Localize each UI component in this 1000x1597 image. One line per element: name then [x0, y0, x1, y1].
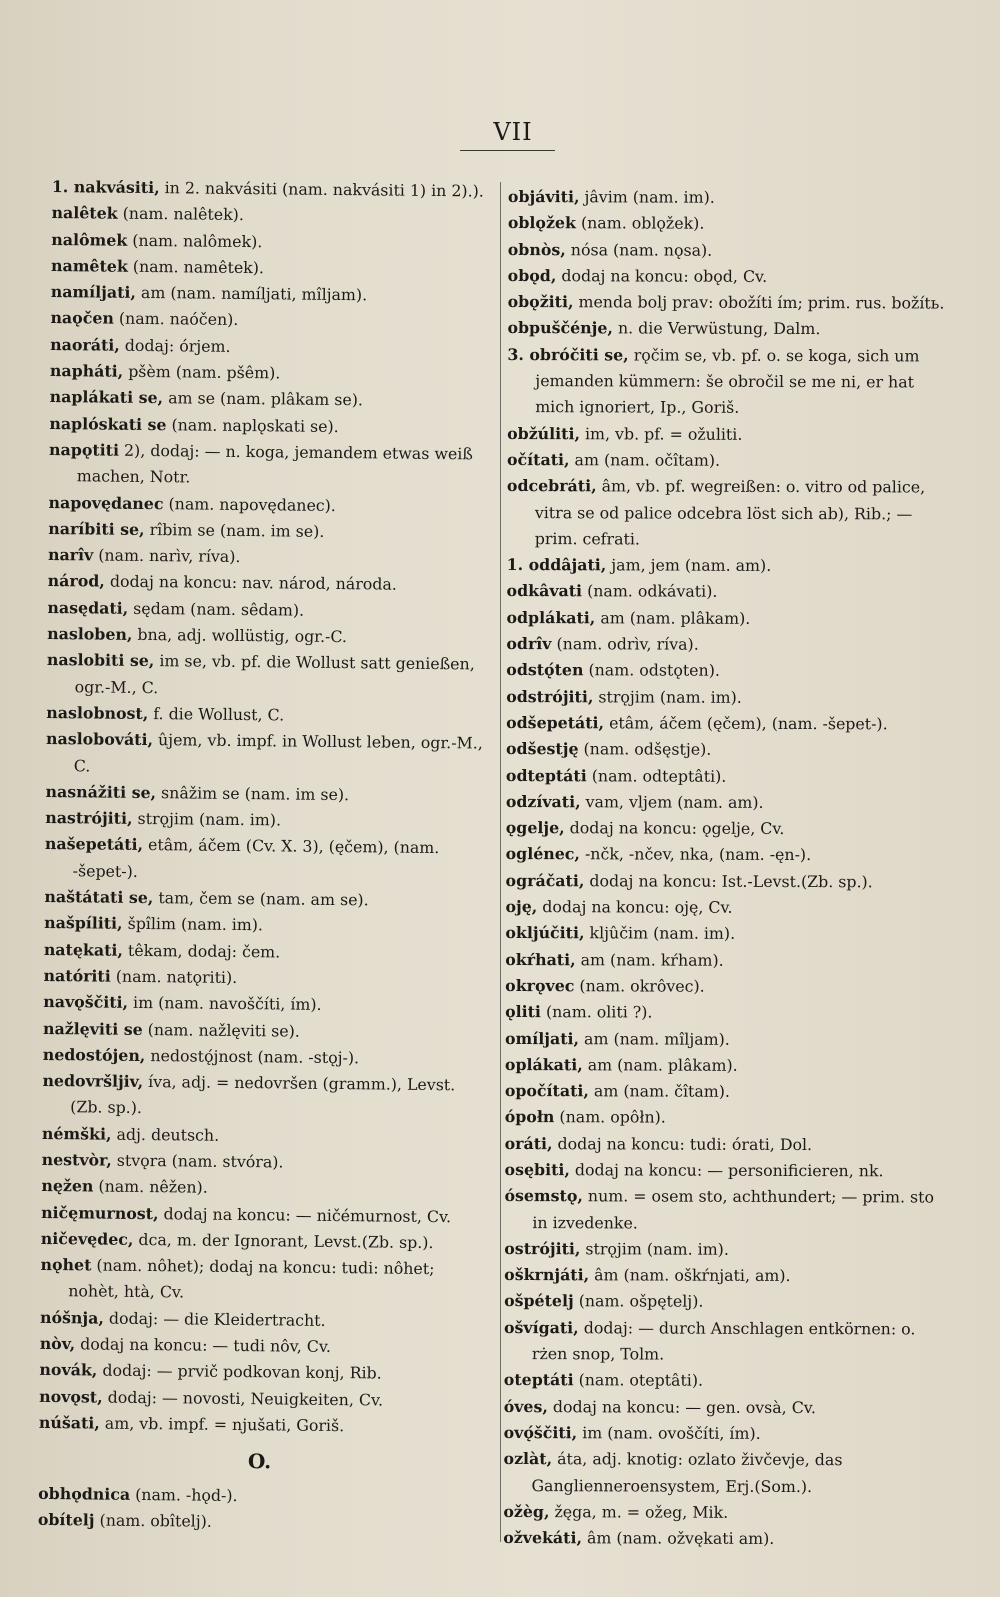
dictionary-entry [508, 184, 948, 212]
headword: nalômek [51, 229, 128, 250]
headword: ničevędec, [40, 1228, 134, 1249]
definition: dodaj na koncu: ǫgelje, Cv. [564, 818, 785, 839]
headword: 1. nakvásiti, [51, 176, 160, 198]
dictionary-entry [49, 437, 492, 494]
definition: jâvim (nam. im). [579, 187, 715, 207]
headword: naríbiti se, [48, 518, 145, 539]
definition: stvǫra (nam. stvóra). [111, 1150, 284, 1172]
dictionary-entry [508, 289, 948, 317]
definition: (nam. okrôvec). [574, 976, 705, 996]
headword: narîv [47, 545, 94, 565]
dictionary-entry [506, 763, 946, 791]
header-rule [460, 150, 555, 151]
definition: (nam. odstǫten). [583, 660, 720, 681]
definition: im, vb. pf. = ožuliti. [579, 423, 743, 444]
headword: ósemstǫ, [504, 1186, 583, 1206]
right-column [503, 184, 948, 1553]
dictionary-entry [43, 989, 485, 1020]
headword: nalêtek [51, 203, 118, 223]
definition: rîbim se (nam. im se). [144, 519, 325, 541]
definition: dodaj na koncu: — ničémurnost, Cv. [158, 1203, 452, 1226]
headword: ǫliti [505, 1002, 541, 1022]
dictionary-entry [504, 1394, 944, 1422]
headword: ovǫ́ščiti, [503, 1422, 578, 1443]
dictionary-entry [508, 210, 948, 238]
dictionary-entry [505, 1078, 945, 1106]
definition: (nam. odkávati). [582, 581, 718, 602]
definition: špîlim (nam. im). [122, 914, 264, 935]
definition: dodaj na koncu: obǫd, Cv. [556, 266, 768, 286]
definition: áta, adj. knotig: ozlato živčevje, das Ganglienneroensystem, Erj.(Som.). [531, 1449, 843, 1496]
headword: oteptáti [503, 1370, 574, 1390]
definition: ûjem, vb. impf. in Wollust leben, ogr.-M., C. [73, 730, 483, 775]
headword: napháti, [49, 361, 124, 381]
definition: etâm, áčem (Cv. X. 3), (ęčem), (nam. -šepet-). [72, 835, 440, 881]
headword: okljúčiti, [505, 923, 585, 943]
definition: etâm, áčem (ęčem), (nam. -šepet-). [604, 713, 888, 734]
definition: dodaj na koncu: — personificieren, nk. [569, 1160, 884, 1181]
dictionary-entry [506, 657, 946, 685]
definition: dodaj: — novosti, Neuigkeiten, Cv. [102, 1387, 384, 1410]
headword: naǫčen [50, 308, 115, 329]
definition: (nam. nažlęviti se). [142, 1019, 300, 1041]
headword: odkâvati [506, 581, 583, 601]
headword: okrǫvec [505, 975, 575, 996]
headword: napovędanec [48, 492, 164, 513]
dictionary-entry [42, 1068, 485, 1125]
dictionary-entry [508, 263, 948, 291]
definition: am (nam. očîtam). [569, 450, 721, 470]
dictionary-entry [506, 789, 946, 817]
definition: am (nam. namíljati, mîljam). [135, 283, 368, 305]
headword: našepetáti, [44, 834, 144, 855]
definition: tam, čem se (nam. am se). [153, 888, 369, 910]
dictionary-entry [507, 342, 947, 422]
definition: am (nam. čîtam). [588, 1081, 730, 1101]
headword: omíljati, [504, 1028, 580, 1048]
headword: obǫžiti, [507, 292, 574, 312]
definition: dodaj na koncu: — gen. ovsà, Cv. [547, 1396, 816, 1417]
definition: am (nam. mîljam). [579, 1028, 730, 1049]
headword: némški, [41, 1123, 112, 1144]
headword: okŕhati, [505, 949, 576, 969]
dictionary-entry [508, 237, 948, 265]
definition: am (nam. plâkam). [582, 1055, 738, 1075]
dictionary-entry [503, 1525, 943, 1553]
headword: ošvígati, [503, 1317, 579, 1338]
headword: osębiti, [504, 1159, 570, 1180]
dictionary-entry [507, 421, 947, 449]
headword: oblǫžek [507, 213, 576, 233]
definition: nedostǫ́jnost (nam. -stǫj-). [145, 1045, 360, 1068]
definition: n. die Verwüstung, Dalm. [612, 318, 821, 339]
dictionary-entry [41, 1173, 483, 1204]
headword: natękati, [43, 939, 124, 960]
definition: jam, jem (nam. am). [606, 555, 772, 576]
headword: naplóskati se [49, 413, 167, 434]
headword: nažlęviti se [42, 1018, 143, 1039]
definition: têkam, dodaj: čem. [122, 940, 281, 962]
definition: sędam (nam. sêdam). [128, 598, 305, 620]
definition: im se, vb. pf. die Wollust satt genießen, ogr.-M., C. [74, 651, 475, 697]
dictionary-entry [504, 1262, 944, 1290]
headword: odšepetáti, [506, 712, 605, 733]
headword: odcebráti, [506, 476, 597, 496]
headword: novǫst, [39, 1386, 103, 1407]
dictionary-entry [505, 1157, 945, 1185]
definition: in 2. nakvásiti (nam. nakvásiti 1) in 2).). [159, 178, 484, 201]
column-divider [500, 182, 501, 1542]
headword: národ, [47, 571, 105, 592]
dictionary-entry [503, 1446, 943, 1500]
definition: dodaj na koncu: — tudi nôv, Cv. [75, 1334, 332, 1357]
definition: am (nam. kŕham). [575, 949, 724, 970]
headword: oglénec, [505, 844, 580, 864]
headword: nedostójen, [42, 1044, 146, 1065]
definition: âm (nam. ožvękati am). [581, 1528, 775, 1549]
definition: vam, vljem (nam. am). [580, 792, 764, 812]
headword: ostrójiti, [504, 1238, 581, 1259]
dictionary-entry [505, 1025, 945, 1053]
definition: im (nam. ovoščíti, ím). [577, 1423, 761, 1443]
headword: odzívati, [505, 791, 581, 812]
definition: dodaj na koncu: nav. národ, národa. [104, 572, 397, 595]
dictionary-entry [504, 1315, 944, 1369]
dictionary-entry [45, 831, 488, 888]
definition: dodaj: — durch Anschlagen entkörnen: o. rżen snop, Tolm. [531, 1318, 916, 1364]
definition: (nam. oblǫžek). [575, 213, 705, 233]
definition: (nam. namêtek). [127, 256, 265, 278]
definition: (nam. napovędanec). [163, 493, 336, 515]
definition: (nam. nêžen). [93, 1176, 208, 1197]
dictionary-entry [506, 736, 946, 764]
definition: pšèm (nam. pšêm). [123, 361, 281, 383]
dictionary-entry [506, 684, 946, 712]
headword: ožvekáti, [503, 1528, 583, 1548]
dictionary-entry [40, 1252, 483, 1309]
headword: objáviti, [507, 186, 580, 207]
definition: (nam. nôhet); dodaj na koncu: tudi: nôhet; nohèt, htà, Cv. [68, 1255, 435, 1302]
headword: nedovršljiv, [42, 1071, 144, 1092]
headword: óves, [503, 1396, 548, 1416]
headword: oplákati, [504, 1054, 583, 1075]
headword: naslobnost, [46, 702, 149, 723]
definition: (nam. odrìv, ríva). [551, 634, 699, 654]
dictionary-entry [505, 1104, 945, 1132]
dictionary-entry [504, 1288, 944, 1316]
headword: ničęmurnost, [41, 1202, 159, 1223]
headword: oškrnjáti, [504, 1265, 590, 1285]
headword: 3. obróčiti se, [507, 344, 629, 365]
dictionary-entry [504, 1183, 944, 1237]
headword: ǫgelje, [505, 818, 565, 838]
definition: (nam. odteptâti). [586, 765, 727, 786]
headword: naplákati se, [49, 387, 164, 408]
headword: oráti, [504, 1133, 553, 1153]
definition: bna, adj. wollüstig, ogr.-C. [132, 624, 348, 647]
section-letter: O. [247, 1449, 272, 1474]
definition: am se (nam. plâkam se). [162, 388, 364, 410]
headword: núšati, [38, 1412, 100, 1433]
headword: ošpételj [504, 1291, 574, 1311]
definition: (nam. natǫriti). [110, 966, 238, 987]
definition: íva, adj. = nedovršen (gramm.), Levst.(Zb. sp.). [70, 1072, 456, 1118]
definition: adj. deutsch. [111, 1124, 220, 1145]
definition: dodaj na koncu: oję, Cv. [537, 897, 733, 917]
dictionary-entry [46, 647, 489, 704]
headword: ográčati, [505, 870, 585, 890]
headword: ozlàt, [503, 1449, 553, 1469]
definition: âm (nam. oškŕnjati, am). [589, 1265, 791, 1286]
definition: (nam. naóčen). [113, 309, 239, 330]
dictionary-entry [506, 841, 946, 869]
headword: odšestję [505, 739, 579, 759]
dictionary-entry [505, 947, 945, 975]
definition: âm, vb. pf. wegreißen: o. vitro od palice, vitra se od palice odcebra löst sich ab), Rib.; — prim. cefrati. [534, 476, 926, 549]
definition: strǫjim (nam. im). [593, 686, 742, 707]
dictionary-entry [38, 1507, 480, 1538]
headword: nasnážiti se, [45, 781, 157, 802]
headword: napǫtiti [49, 439, 120, 460]
headword: nóšnja, [39, 1307, 104, 1328]
headword: navǫščiti, [43, 992, 129, 1013]
definition: strǫjim (nam. im). [132, 809, 282, 830]
definition: (nam. ošpętelj). [573, 1291, 704, 1312]
headword: ópołn [504, 1107, 555, 1127]
dictionary-entry [39, 1410, 481, 1441]
dictionary-entry [507, 315, 947, 343]
dictionary-entry [504, 1367, 944, 1395]
dictionary-entry [507, 552, 947, 580]
definition: (nam. nalômek). [127, 230, 263, 251]
dictionary-entry [506, 605, 946, 633]
headword: naštátati se, [44, 886, 154, 908]
headword: odrîv [506, 634, 552, 654]
headword: namíljati, [50, 282, 137, 303]
headword: oję, [505, 897, 538, 917]
headword: obítelj [37, 1509, 95, 1530]
headword: namêtek [50, 255, 128, 276]
definition: (nam. naplǫskati se). [166, 414, 339, 436]
headword: obǫd, [507, 265, 557, 286]
page-number: VII [493, 118, 533, 146]
headword: obpuščénje, [507, 318, 613, 338]
definition: dodaj na koncu: Ist.-Levst.(Zb. sp.). [584, 870, 873, 891]
dictionary-entry [505, 1052, 945, 1080]
dictionary-entry [506, 631, 946, 659]
definition: rǫčim se, vb. pf. o. se koga, sich um jemanden kümmern: še obročil se me ni, er hat mich ignoriert, Ip., Goriš. [535, 345, 920, 418]
headword: našpíliti, [44, 913, 123, 934]
definition: snâžim se (nam. im se). [155, 782, 350, 804]
definition: (nam. nalêtek). [117, 203, 245, 225]
definition: dodaj: órjem. [119, 335, 231, 356]
headword: naslobováti, [45, 729, 154, 750]
dictionary-entry [504, 1236, 944, 1264]
dictionary-entry [505, 999, 945, 1027]
headword: nęžen [41, 1176, 94, 1196]
definition: -nčk, -nčev, nka, (nam. -ęn-). [579, 844, 812, 865]
headword: nestvòr, [41, 1149, 112, 1170]
headword: novák, [39, 1360, 98, 1380]
headword: nǫhet [40, 1255, 92, 1275]
definition: (nam. narìv, ríva). [93, 545, 241, 567]
headword: očítati, [507, 449, 570, 470]
definition: dodaj: — prvič podkovan konj, Rib. [97, 1360, 382, 1383]
definition: strǫjim (nam. im). [580, 1239, 729, 1259]
headword: odstrójiti, [506, 686, 594, 706]
dictionary-entry [39, 1357, 481, 1388]
headword: obnòs, [507, 239, 566, 259]
definition: kljûčim (nam. im). [584, 923, 736, 944]
headword: opočítati, [504, 1081, 589, 1101]
dictionary-entry [505, 973, 945, 1001]
definition: 2), dodaj: — n. koga, jemandem etwas weiß machen, Notr. [76, 440, 473, 487]
definition: žęga, m. = ožeg, Mik. [549, 1501, 729, 1522]
dictionary-entry [506, 815, 946, 843]
definition: menda bolj prav: obožíti ím; prim. rus. božítь. [573, 292, 945, 313]
headword: nòv, [39, 1333, 76, 1354]
headword: ožèg, [503, 1501, 550, 1521]
dictionary-entry [507, 578, 947, 606]
headword: obhǫdnica [38, 1483, 131, 1504]
definition: dodaj na koncu: tudi: órati, Dol. [552, 1133, 813, 1154]
dictionary-entry [506, 710, 946, 738]
headword: natóriti [43, 965, 111, 986]
dictionary-entry [50, 384, 492, 415]
left-column [38, 174, 494, 1538]
definition: (nam. oliti ?). [540, 1002, 653, 1022]
dictionary-entry [506, 868, 946, 896]
dictionary-entry [507, 447, 947, 475]
definition: (nam. opôłn). [554, 1107, 666, 1127]
headword: nasloben, [47, 624, 133, 644]
dictionary-entry [505, 1131, 945, 1159]
definition: am (nam. plâkam). [595, 608, 751, 628]
dictionary-entry [44, 910, 486, 941]
headword: obžúliti, [507, 423, 581, 443]
headword: naslobiti se, [46, 650, 155, 671]
headword: odstǫ́ten [506, 660, 584, 680]
definition: num. = osem sto, achthundert; — prim. sto in izvedenke. [532, 1186, 935, 1233]
dictionary-entry [505, 920, 945, 948]
dictionary-entry [504, 1420, 944, 1448]
dictionary-entry [503, 1499, 943, 1527]
definition: (nam. -hǫd-). [130, 1484, 238, 1505]
definition: (nam. oteptâti). [573, 1370, 704, 1391]
definition: (nam. odšęstje). [578, 739, 712, 759]
headword: odteptáti [505, 765, 587, 785]
definition: nósa (nam. nǫsa). [565, 239, 713, 260]
definition: f. die Wollust, C. [148, 703, 285, 725]
dictionary-entry [51, 200, 493, 231]
headword: nastrójiti, [45, 808, 133, 829]
definition: im (nam. navoščíti, ím). [127, 993, 322, 1015]
definition: dodaj: — die Kleidertracht. [103, 1308, 326, 1330]
definition: am, vb. impf. = njušati, Goriš. [99, 1413, 345, 1436]
headword: naoráti, [50, 334, 120, 355]
headword: odplákati, [506, 607, 596, 628]
dictionary-entry [505, 894, 945, 922]
definition: dca, m. der Ignorant, Levst.(Zb. sp.). [133, 1229, 434, 1252]
headword: nasędati, [47, 597, 129, 618]
headword: 1. oddâjati, [506, 555, 607, 575]
definition: (nam. obîtelj). [94, 1510, 212, 1531]
dictionary-entry [46, 726, 489, 783]
dictionary-entry [507, 473, 947, 553]
